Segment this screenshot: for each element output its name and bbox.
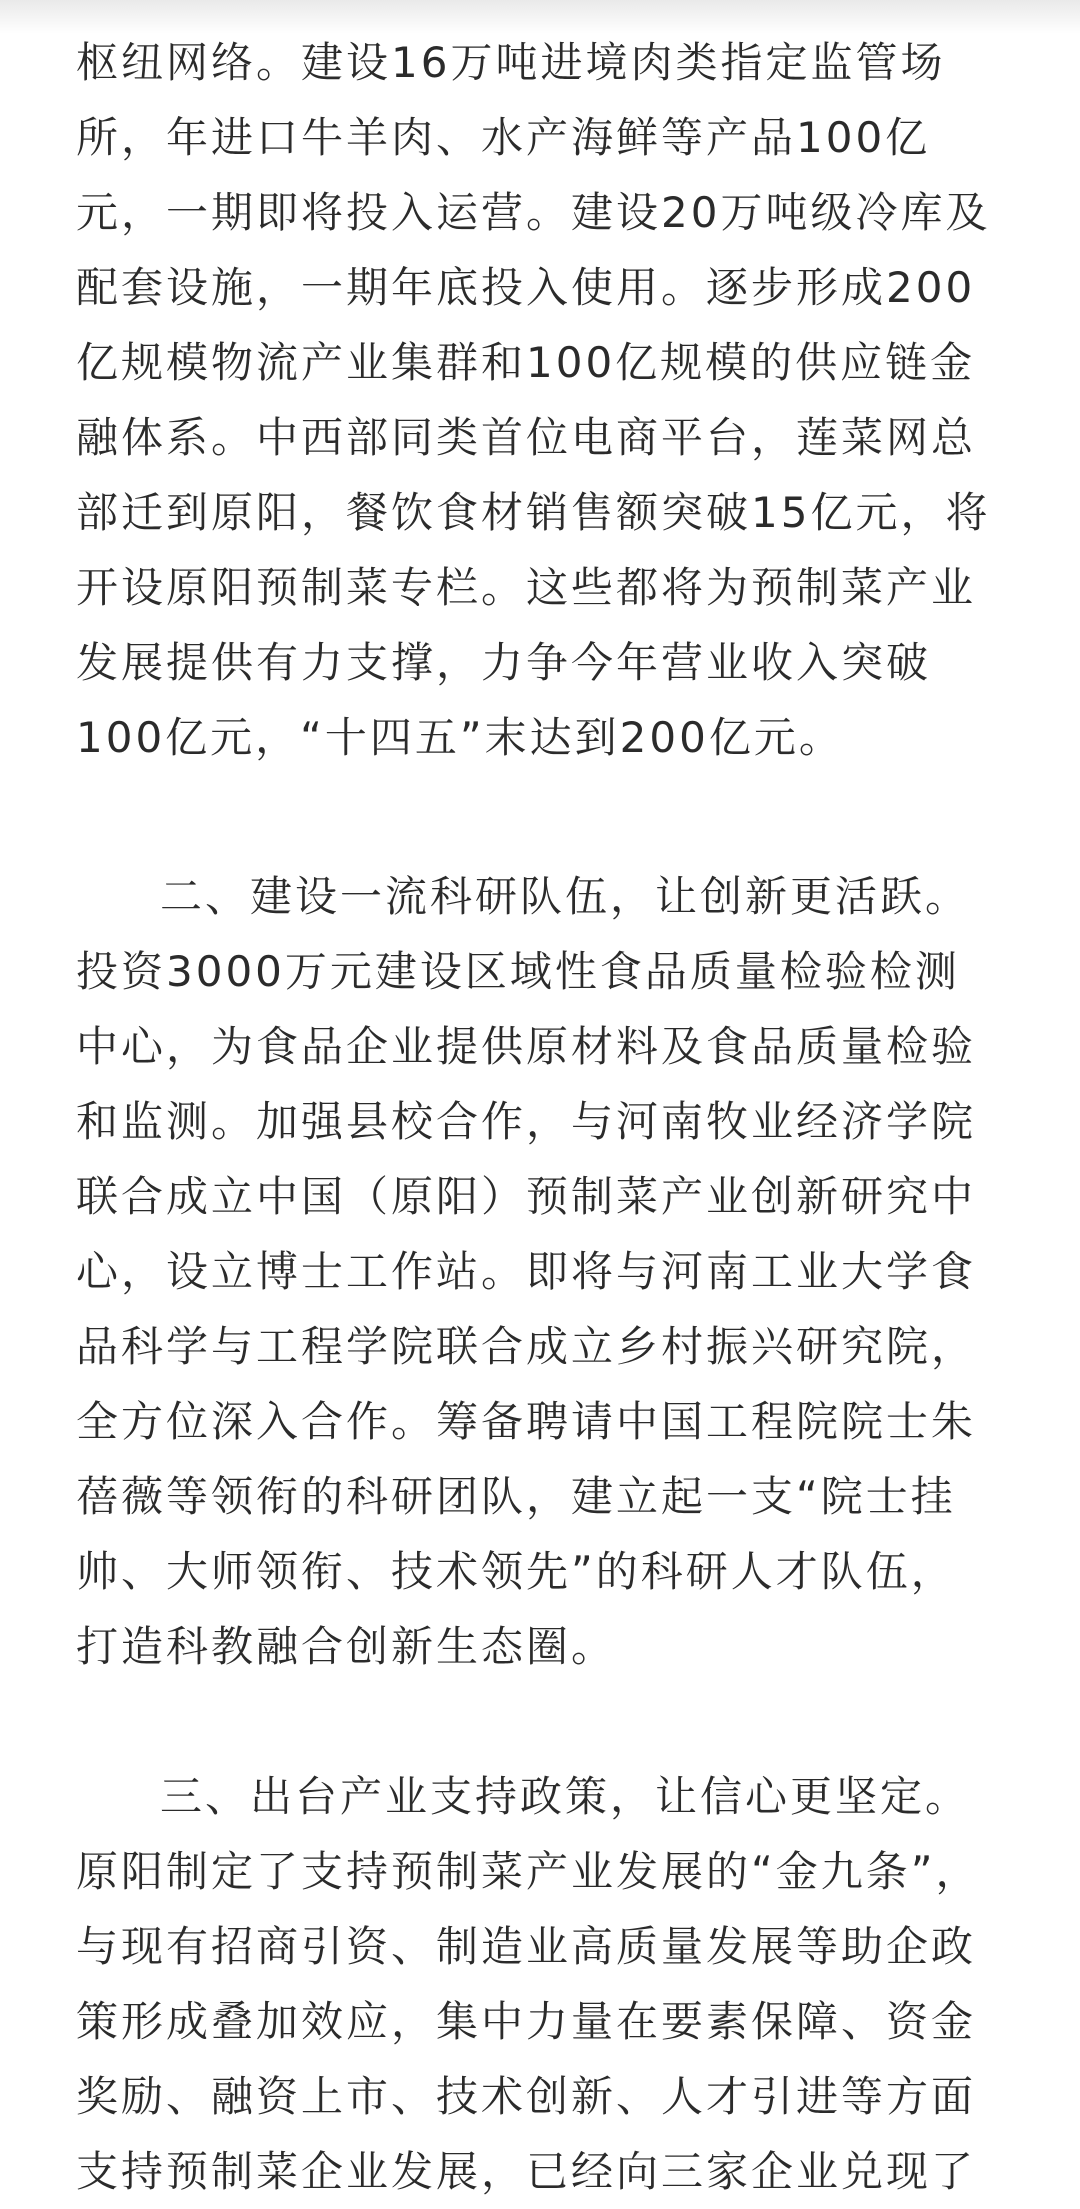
paragraph-logistics <box>76 25 990 775</box>
text-line: 奖励、融资上市、技术创新、人才引进等方面 <box>76 2072 977 2121</box>
text-line: 策形成叠加效应，集中力量在要素保障、资金 <box>76 1997 977 2046</box>
text-line: 部迁到原阳，餐饮食材销售额突破15亿元，将 <box>76 488 991 537</box>
text-line: 开设原阳预制菜专栏。这些都将为预制菜产业 <box>76 563 977 612</box>
section-heading-line: 三、出台产业支持政策，让信心更坚定。 <box>160 1772 971 1821</box>
text-line: 100亿元，“十四五”末达到200亿元。 <box>76 713 844 762</box>
section-heading-line: 二、建设一流科研队伍，让创新更活跃。 <box>160 872 971 921</box>
paragraph-research-team <box>76 859 976 1684</box>
text-line: 发展提供有力支撑，力争今年营业收入突破 <box>76 638 932 687</box>
text-line: 支持预制菜企业发展，已经向三家企业兑现了 <box>76 2147 977 2196</box>
text-line: 联合成立中国（原阳）预制菜产业创新研究中 <box>76 1172 977 1221</box>
text-line: 融体系。中西部同类首位电商平台，莲菜网总 <box>76 413 977 462</box>
text-line: 所，年进口牛羊肉、水产海鲜等产品100亿 <box>76 113 931 162</box>
text-line: 原阳制定了支持预制菜产业发展的“金九条”， <box>76 1847 981 1896</box>
text-line: 和监测。加强县校合作，与河南牧业经济学院 <box>76 1097 977 1146</box>
text-line: 心，设立博士工作站。即将与河南工业大学食 <box>76 1247 977 1296</box>
text-line: 元，一期即将投入运营。建设20万吨级冷库及 <box>76 188 991 237</box>
text-line: 亿规模物流产业集群和100亿规模的供应链金 <box>76 338 976 387</box>
text-line: 与现有招商引资、制造业高质量发展等助企政 <box>76 1922 977 1971</box>
paragraph-industry-policy <box>76 1759 981 2209</box>
text-line: 蓓薇等领衔的科研团队，建立起一支“院士挂 <box>76 1472 956 1521</box>
text-line: 帅、大师领衔、技术领先”的科研人才队伍， <box>76 1547 956 1596</box>
text-line: 打造科教融合创新生态圈。 <box>76 1622 617 1671</box>
text-line: 配套设施，一期年底投入使用。逐步形成200 <box>76 263 976 312</box>
text-line: 中心，为食品企业提供原材料及食品质量检验 <box>76 1022 977 1071</box>
text-line: 投资3000万元建设区域性食品质量检验检测 <box>76 947 960 996</box>
text-line: 品科学与工程学院联合成立乡村振兴研究院， <box>76 1322 977 1371</box>
text-line: 枢纽网络。建设16万吨进境肉类指定监管场 <box>76 38 946 87</box>
text-line: 全方位深入合作。筹备聘请中国工程院院士朱 <box>76 1397 977 1446</box>
